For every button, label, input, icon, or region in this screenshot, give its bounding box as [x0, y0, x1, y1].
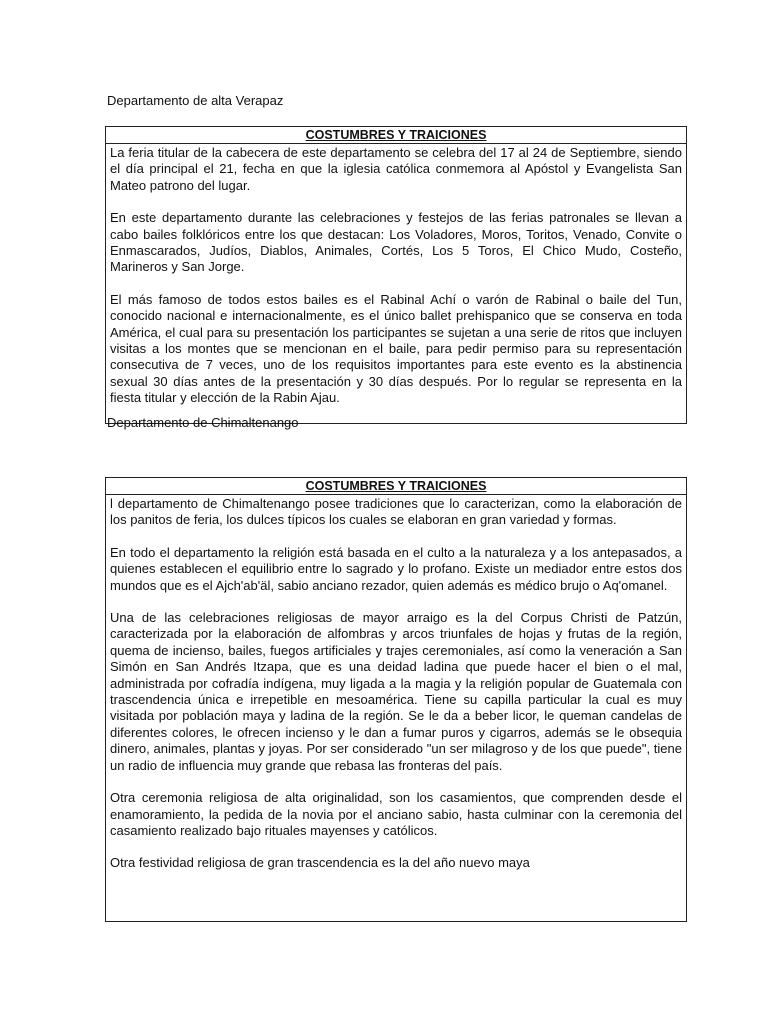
paragraph: Otra festividad religiosa de gran trascendencia es la del año nuevo maya: [110, 855, 530, 871]
table-body: [106, 495, 686, 872]
table-title: COSTUMBRES Y TRAICIONES: [305, 128, 487, 142]
table-header: [106, 127, 686, 144]
table-body: [106, 144, 686, 407]
table-header: [106, 478, 686, 495]
paragraph: La feria titular de la cabecera de este departamento se celebra del 17 al 24 de Septiembre, siendo el día principal el 21, fecha en que la iglesia católica conmemora al Apóstol y Evangelista San Mateo patrono del lugar.: [110, 145, 682, 193]
paragraph: Otra ceremonia religiosa de alta originalidad, son los casamientos, que comprenden desde el enamoramiento, la pedida de la novia por el anciano sabio, hasta culminar con la ceremonia del casamiento realizado bajo rituales mayenses y católicos.: [110, 790, 682, 838]
customs-table-alta-verapaz: [105, 126, 687, 424]
department-heading-chimaltenango: Departamento de Chimaltenango: [107, 415, 299, 430]
paragraph: Una de las celebraciones religiosas de mayor arraigo es la del Corpus Christi de Patzún, caracterizada por la elaboración de alfombras y arcos triunfales de hojas y frutas de la región, quema de incienso, bailes, fuegos artificiales y trajes ceremoniales, así como la veneración a San Simón en San Andrés Itzapa, que es una deidad ladina que puede hacer el bien o el mal, administrada por cofradía indígena, muy ligada a la magia y la religión popular de Guatemala con trascendencia única e irrepetible en mesoamérica. Tiene su capilla particular la cual es muy visitada por población maya y ladina de la región. Se le da a beber licor, le queman candelas de diferentes colores, le ofrecen incienso y le dan a fumar puros y cigarros, además se le obsequia dinero, animales, plantas y joyas. Por ser considerado "un ser milagroso y de los que puede", tiene un radio de influencia muy grande que rebasa las fronteras del país.: [110, 610, 682, 773]
paragraph: En este departamento durante las celebraciones y festejos de las ferias patronales se llevan a cabo bailes folklóricos entre los que destacan: Los Voladores, Moros, Toritos, Venado, Convite o Enmascarados, Judíos, Diablos, Animales, Cortés, Los 5 Toros, El Chico Mudo, Costeño, Marineros y San Jorge.: [110, 210, 682, 275]
paragraph: En todo el departamento la religión está basada en el culto a la naturaleza y a los antepasados, a quienes establecen el equilibrio entre lo sagrado y lo profano. Existe un mediador entre estos dos mundos que es el Ajch'ab'äl, sabio anciano rezador, quien además es médico brujo o Aq'omanel.: [110, 544, 682, 593]
table-title: COSTUMBRES Y TRAICIONES: [305, 479, 487, 493]
paragraph: El más famoso de todos estos bailes es el Rabinal Achí o varón de Rabinal o baile del Tun, conocido nacional e internacionalmente, es el único ballet prehispanico que se conserva en toda América, el cual para su presentación los participantes se sujetan a una serie de ritos que incluyen visitas a los montes que se mencionan en el baile, para pedir permiso para su representación consecutiva de 7 veces, uno de los requisitos importantes para este evento es la abstinencia sexual 30 días antes de la presentación y 30 días después. Por lo regular se representa en la fiesta titular y elección de la Rabin Ajau.: [110, 291, 682, 406]
customs-table-chimaltenango: [105, 477, 687, 922]
paragraph: l departamento de Chimaltenango posee tradiciones que lo caracterizan, como la elaboración de los panitos de feria, los dulces típicos los cuales se elaboran en gran variedad y formas.: [110, 496, 682, 528]
department-heading-alta-verapaz: Departamento de alta Verapaz: [107, 93, 284, 108]
